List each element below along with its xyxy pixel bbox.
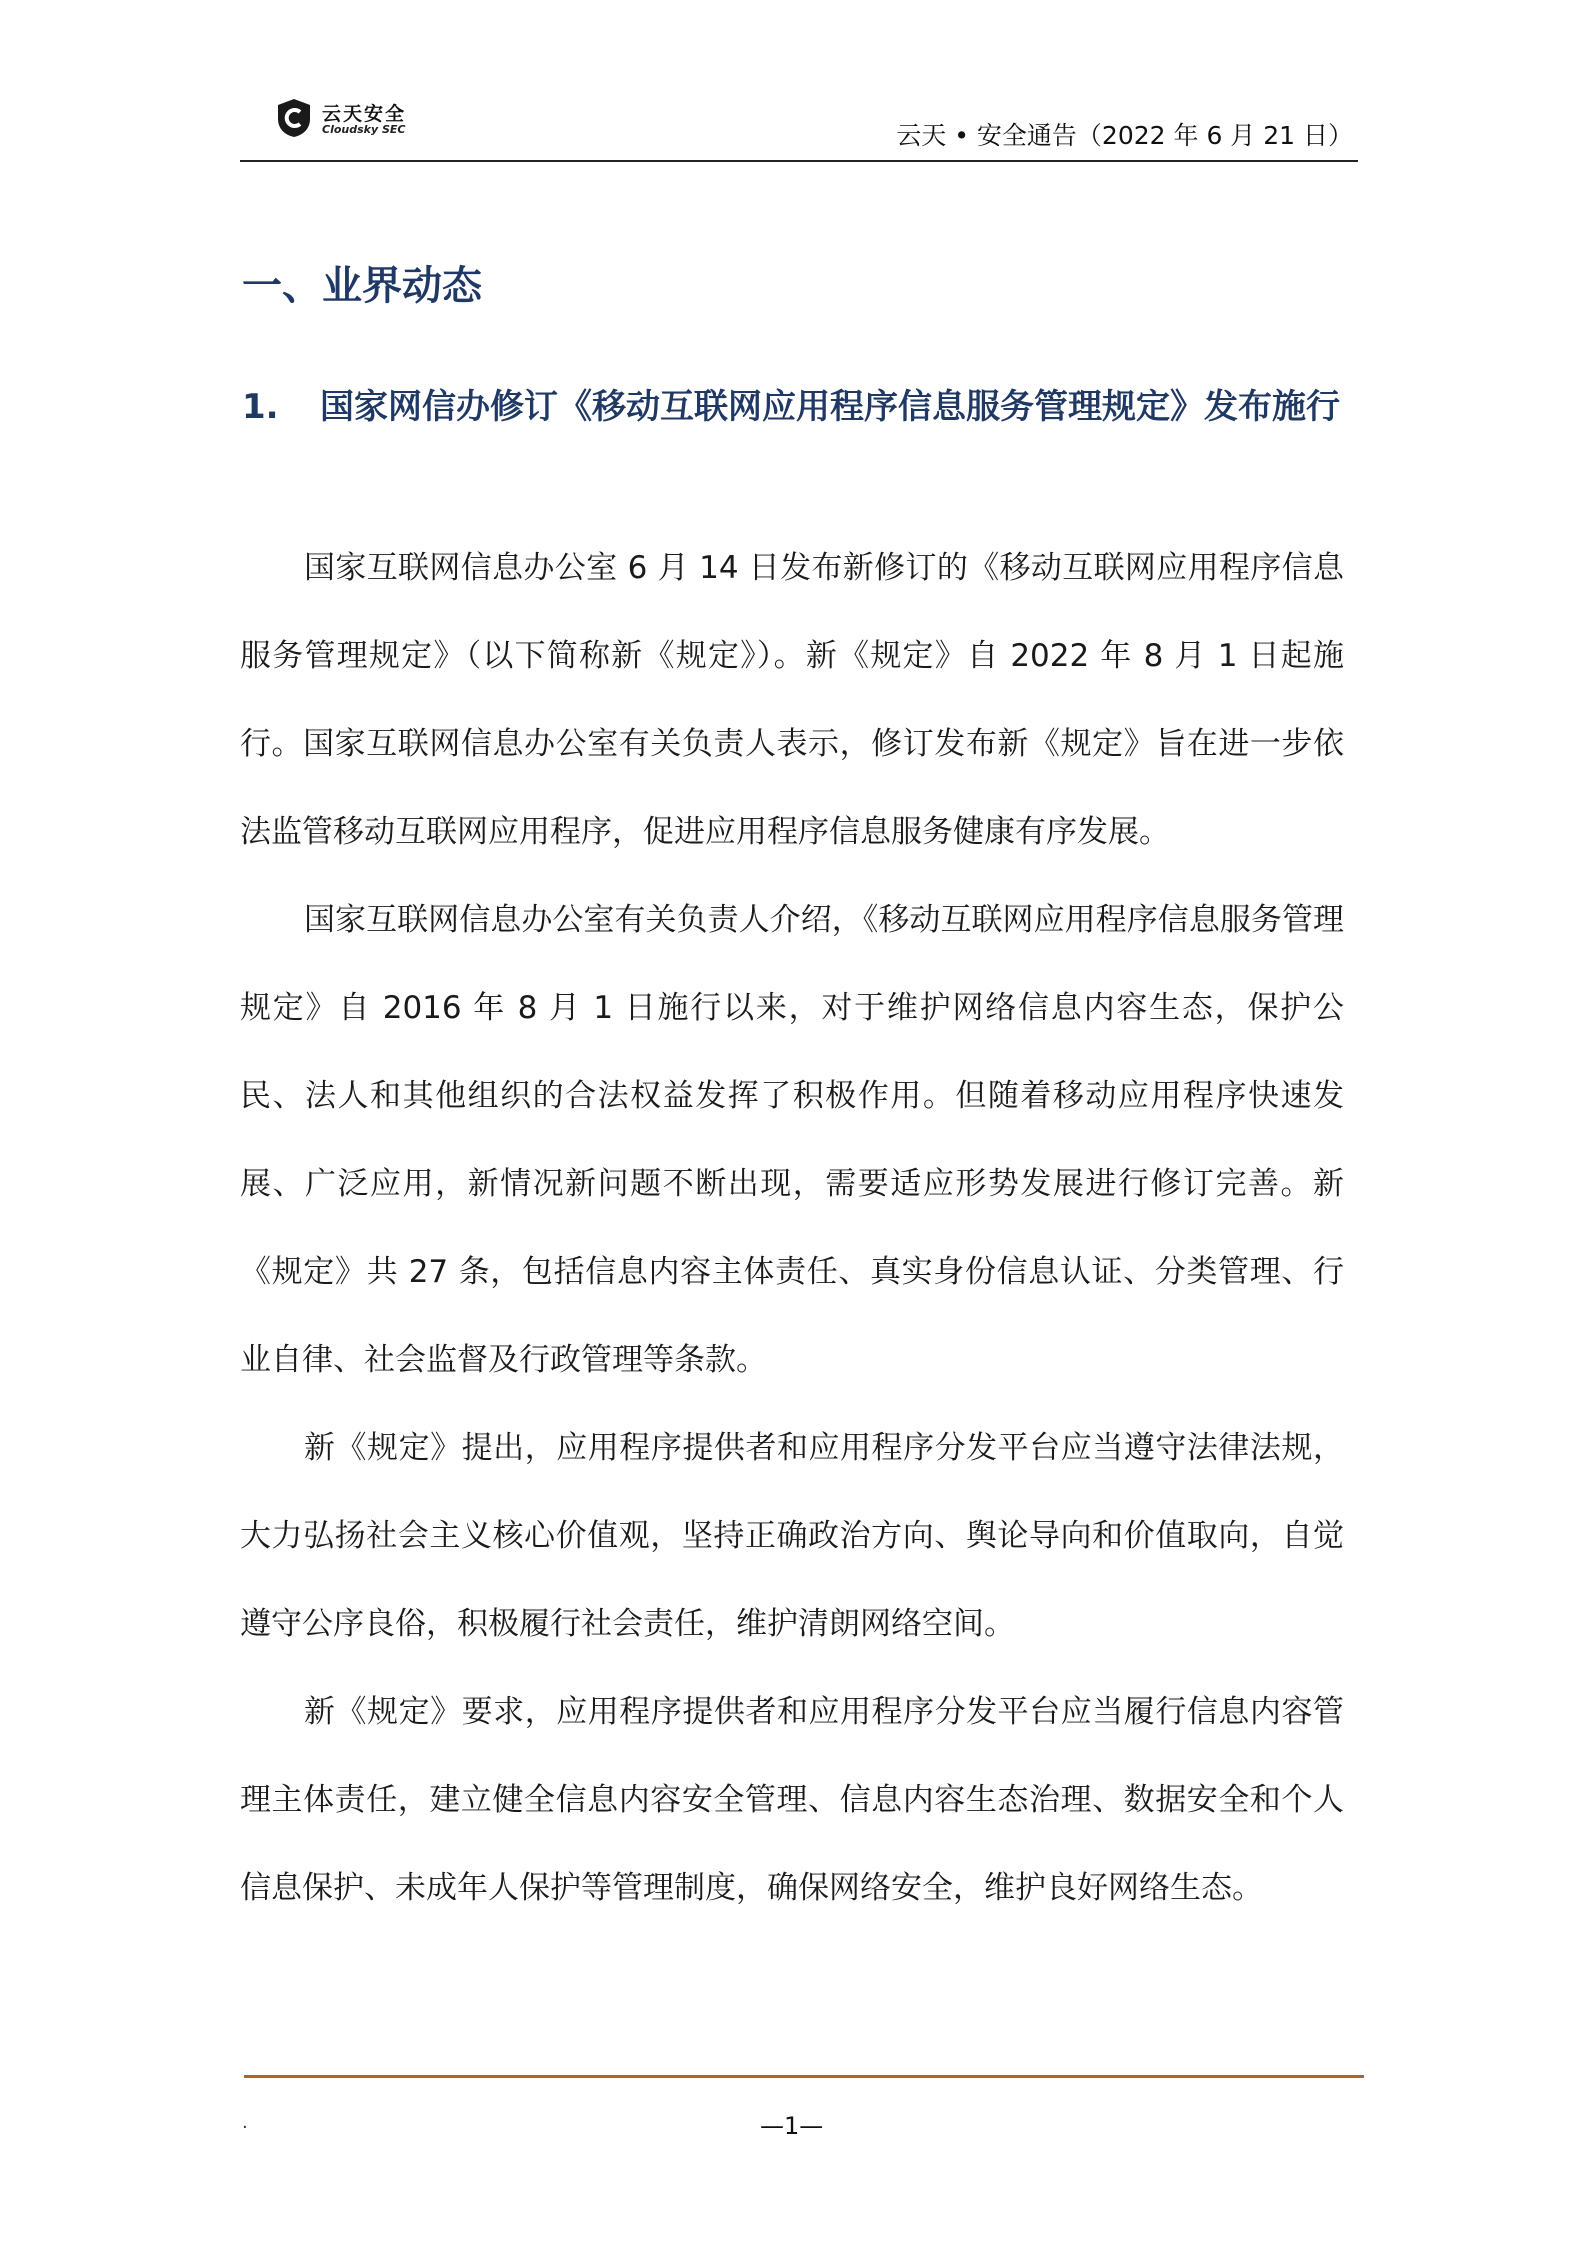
section-heading: 一、业界动态	[242, 263, 482, 309]
footer-mark: .	[242, 2112, 248, 2133]
footer-divider	[244, 2075, 1364, 2078]
company-logo	[276, 98, 456, 146]
paragraph: 新《规定》要求，应用程序提供者和应用程序分发平台应当履行信息内容管理主体责任，建立健全信息内容安全管理、信息内容生态治理、数据安全和个人信息保护、未成年人保护等管理制度，确保网络安全，维护良好网络生态。	[240, 1694, 1344, 1906]
logo-english-text: Cloudsky SEC	[322, 123, 406, 136]
article-heading	[186, 362, 1356, 452]
article-number: 1.	[242, 387, 279, 427]
paragraph: 国家互联网信息办公室 6 月 14 日发布新修订的《移动互联网应用程序信息服务管理规定》（以下简称新《规定》）。新《规定》自 2022 年 8 月 1 日起施行。国家互联网信息办公室有关负责人表示，修订发布新《规定》旨在进一步依法监管移动互联网应用程序，促进应用程序信息服务健康有序发展。	[240, 550, 1344, 850]
paragraph: 新《规定》提出，应用程序提供者和应用程序分发平台应当遵守法律法规，大力弘扬社会主义核心价值观，坚持正确政治方向、舆论导向和价值取向，自觉遵守公序良俗，积极履行社会责任，维护清朗网络空间。	[240, 1430, 1344, 1642]
header-divider	[240, 160, 1358, 162]
paragraph: 国家互联网信息办公室有关负责人介绍，《移动互联网应用程序信息服务管理规定》自 2016 年 8 月 1 日施行以来，对于维护网络信息内容生态，保护公民、法人和其他组织的合法权益发挥了积极作用。但随着移动应用程序快速发展、广泛应用，新情况新问题不断出现，需要适应形势发展进行修订完善。新《规定》共 27 条，包括信息内容主体责任、真实身份信息认证、分类管理、行业自律、社会监督及行政管理等条款。	[240, 902, 1344, 1378]
shield-logo-icon	[276, 98, 312, 138]
logo-chinese-text: 云天安全	[322, 103, 407, 125]
page-number: —1—	[760, 2112, 824, 2140]
article-title: 国家网信办修订《移动互联网应用程序信息服务管理规定》发布施行	[320, 387, 1340, 427]
article-body	[240, 524, 1344, 1932]
header-title: 云天 • 安全通告（2022 年 6 月 21 日）	[896, 121, 1353, 150]
